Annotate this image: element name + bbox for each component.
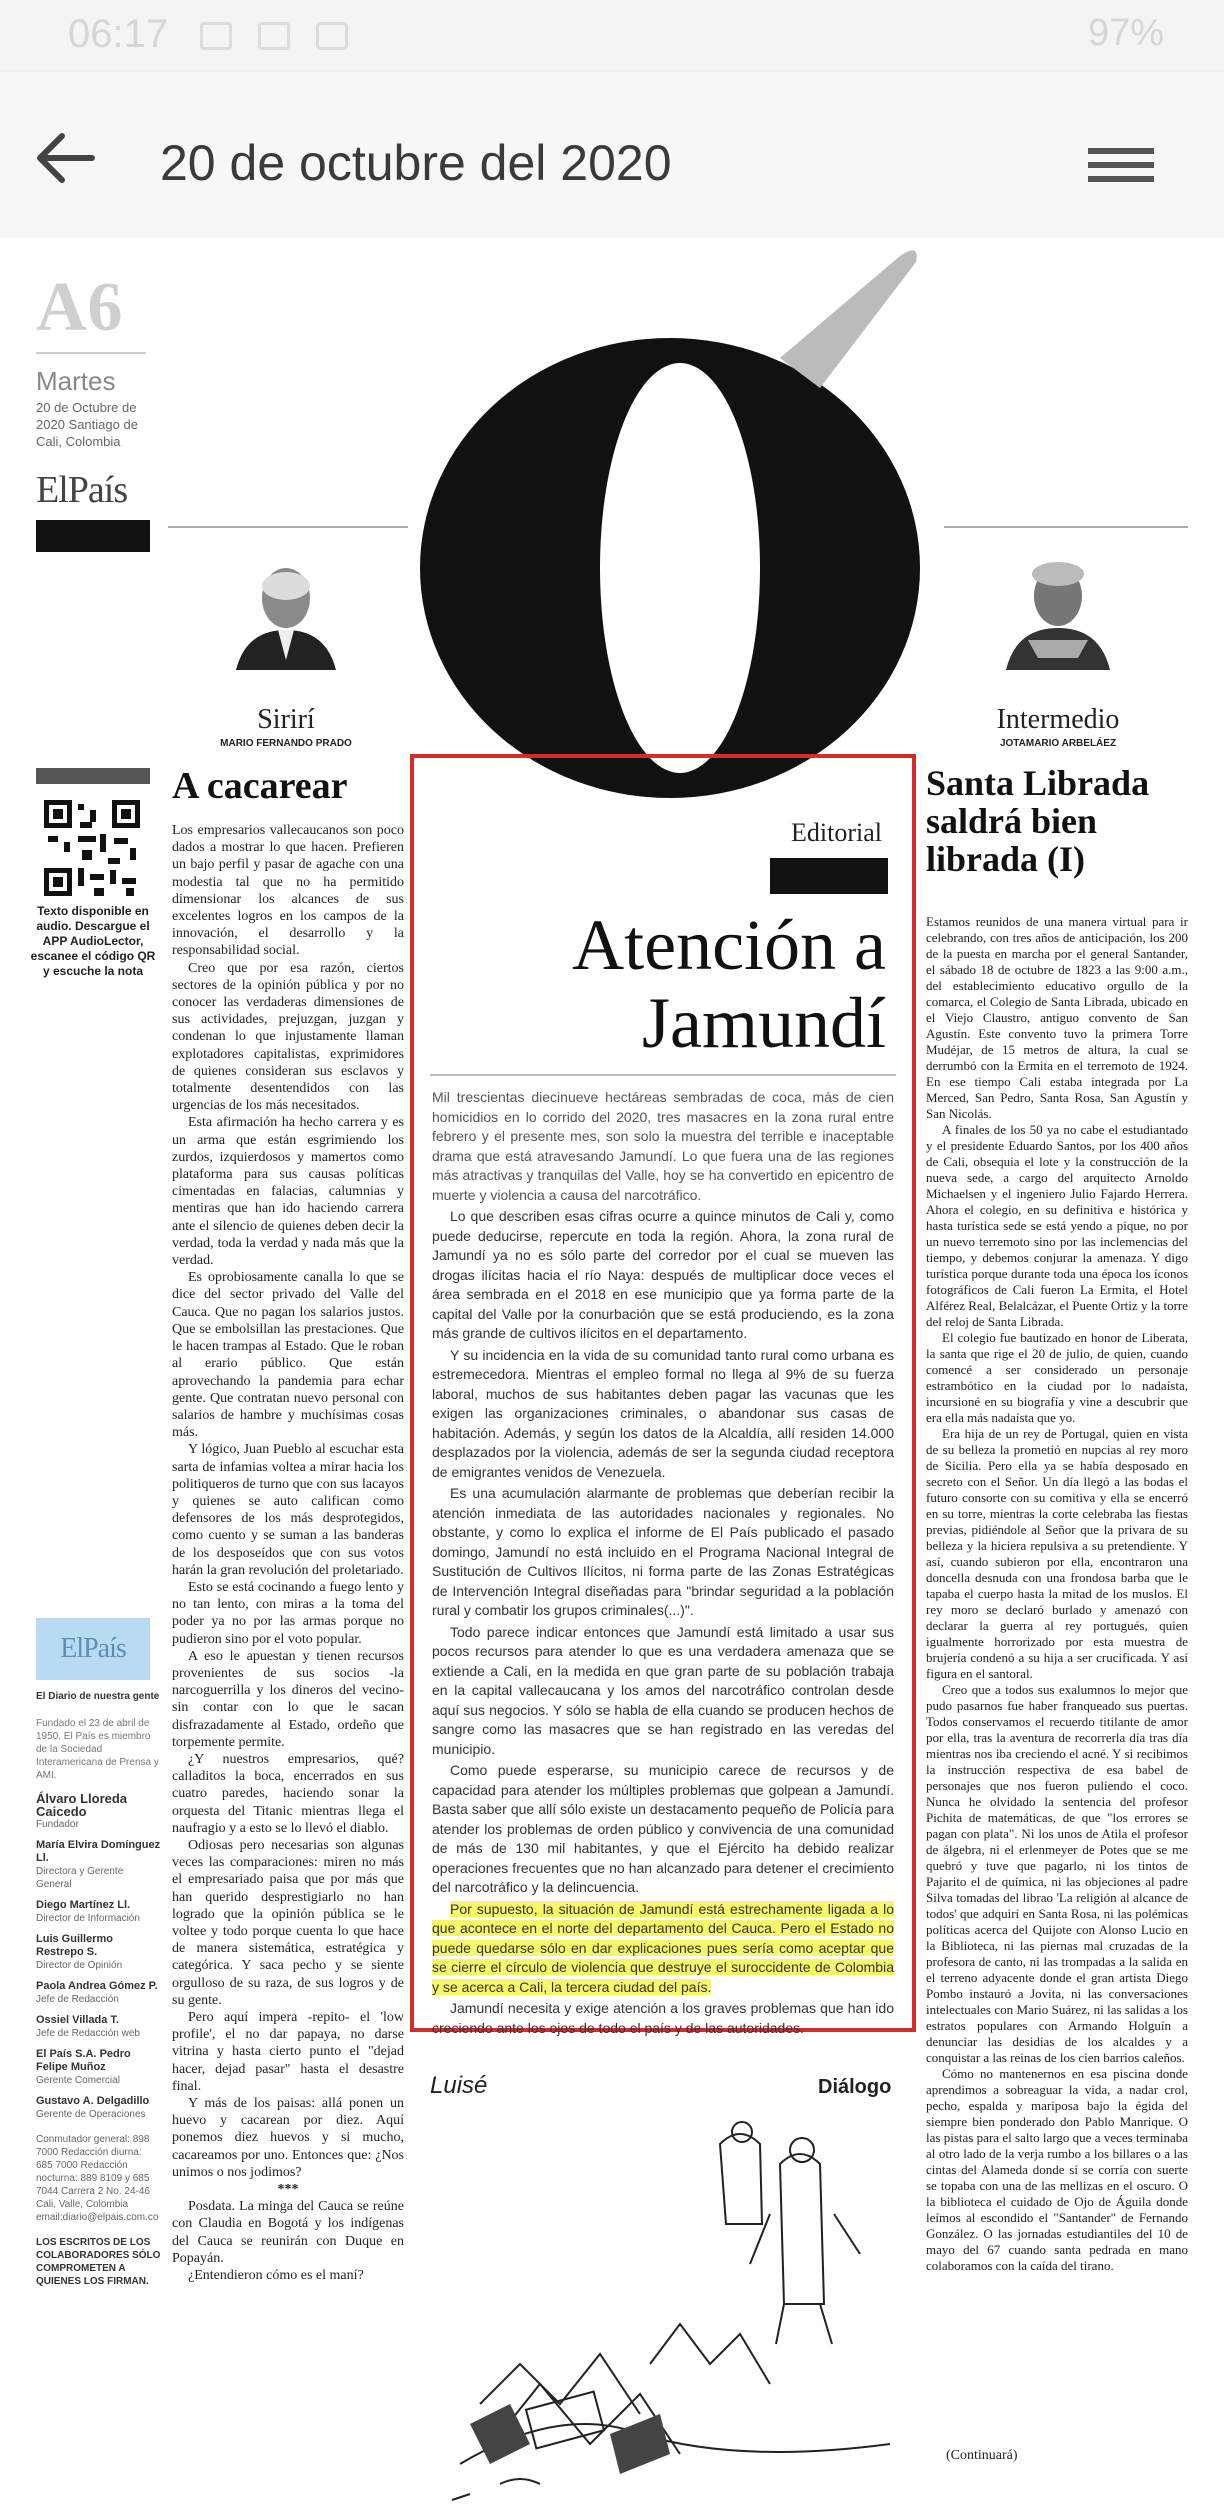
paragraph: Y lógico, Juan Pueblo al escuchar esta sarta de infamias voltea a mirar hacia los politiqueros de turno que con sus lacayos y quienes se auto califican como defensores de los más desprotegidos, como cuento y se suman a las banderas de los desposeídos que con sus votos harán la gran revolución del proletariado. — [172, 1442, 404, 1578]
right-article-headline: Santa Librada saldrá bien librada (I) — [926, 763, 1150, 879]
editorial-body — [432, 1088, 894, 2040]
contact-info: Conmutador general: 898 7000 Redacción diurna: 685 7000 Redacción nocturna: 889 8109 y 685 7044 Carrera 2 No. 24-46 Cali, Valle, Colombia email:diario@elpais.com.co — [36, 2134, 159, 2223]
columnist-author-left: MARIO FERNANDO PRADO — [220, 738, 352, 749]
paragraph: A eso le apuestan y tienen recursos provenientes de sus socios -la narcoguerrilla y los dineros del vecino- sin contar con lo que le sacan disfrazadamente al Estado, ordeño que torpemente permite. — [172, 1648, 404, 1750]
editorial-label: Editorial — [791, 818, 882, 847]
cartoon-author: Luisé — [430, 2072, 488, 2099]
status-time: 06:17 — [68, 12, 169, 56]
paragraph: Jamundí necesita y exige atención a los graves problemas que han ido creciendo ante los ojos de todo el país y de las autoridades. — [432, 2000, 894, 2036]
columnist-photo-left — [226, 550, 346, 670]
paragraph: Es oprobiosamente canalla lo que se dice del sector privado del Valle del Cauca. Que no pagan los salarios justos. Que se embolsillan las prestaciones. Que le hacen trampas al Estado. Que le roban al erario público. Que están aprovechando la pandemia para echar gente. Que contratan nuevo personal con salarios de hambre y muchísimas cosas más. — [172, 1270, 404, 1441]
continued-note: (Continuará) — [946, 2448, 1018, 2463]
paragraph: Odiosas pero necesarias son algunas veces las comparaciones: miren no más el empresariado paisa que por más que han querido desprestigiarlo no han logrado que la opinión pública se le voltee y todo porque cuenta lo que hace de manera sistemática, estratégica y categórica. Y saca pecho y se siente orgulloso de su raza, de sus logros y de su gente. — [172, 1837, 404, 2008]
staff-name: Diego Martínez Ll. — [36, 1899, 131, 1911]
divider — [168, 526, 408, 528]
divider — [430, 1074, 896, 1076]
staff-role: Fundador — [36, 1819, 79, 1830]
logo-bar — [36, 520, 150, 552]
right-article-body — [926, 914, 1188, 2444]
staff-name: El País S.A. Pedro Felipe Muñoz — [36, 2048, 131, 2073]
staff-role: Gerente Comercial — [36, 2075, 120, 2086]
paragraph: ¿Y nuestros empresarios, qué? calladitos la boca, encerrados en sus cuatro paredes, haciendo sonar la orquesta del Titanic mientras llega el naufragio y a esto se lo llevó el diablo. — [172, 1751, 404, 1836]
paragraph: Creo que a todos sus exalumnos lo mejor que pudo pasarnos fue haber franqueado sus puertas. Todos conservamos el recuerdo titilante de amor por ella, tras la aventura de recorrerla día tras día mientras nos iba creciendo el acné. Y si recibimos la instrucción respectiva de esa babel de personajes que nos fueron puliendo el coco. Nunca he olvidado la sentencia del profesor Pichita de matemáticas, de que "los errores se pagan con plata". Ni los unos de Atila el profesor de álgebra, ni el erlenmeyer de Potes que se me quebró y tuve que pagarlo, ni los tintos de Pajarito el de química, ni las objeciones al padre Silva tomadas del librao 'La religión al alcance de todos' que adquirí en Santa Rosa, ni las polémicas políticas acerca del Quijote con Alonso Lucio en la Biblioteca, ni las piernas mal cruzadas de la profesora de canto, ni las trompadas a la salida en el terreno adyacente donde el gran artista Diego Pombo instauró a Jovita, ni las conversaciones intelectuales con Mario Suárez, ni las salidas a los estratos populares con Armando Holguín a denunciar las desidias de los alcaldes y a conquistar a las reinas de los cien barrios caleños. — [926, 1682, 1188, 2065]
message-icon — [316, 22, 348, 50]
paragraph: Posdata. La minga del Cauca se reúne con Claudia en Bogotá y los indígenas del Cauca se reunirán con Duque en Popayán. — [172, 2199, 404, 2266]
paragraph: Pero aquí impera -repito- el 'low profile', el no dar papaya, no darse vitrina y hasta cierto punto el "dejad hacer, dejad pasar" hasta el desastre final. — [172, 2010, 404, 2094]
staff-name: Paola Andrea Gómez P. — [36, 1980, 158, 1992]
paragraph: Es una acumulación alarmante de problemas que deberían recibir la atención inmediata de las autoridades nacionales y regionales. No obstante, y como lo explica el informe de El País publicado el pasado domingo, Jamundí no está incluido en el Programa Nacional Integral de Sustitución de Cultivos Ilícitos, ni forma parte de las Zonas Estratégicas de Intervención Integral diseñadas para "brindar seguridad a la población rural y combatir los grupos criminales(...)". — [432, 1485, 894, 1618]
battery-level: 97% — [1087, 12, 1164, 54]
paragraph: Los empresarios vallecaucanos son poco dados a mostrar lo que hacen. Prefieren un bajo perfil y pasar de agache con una modestia tal que no ha permitido dimensionar los alcances de sus excelentes logros en los campos de la innovación, el desarrollo y la responsabilidad social. — [172, 823, 404, 959]
paragraph: Estamos reunidos de una manera virtual para ir celebrando, con tres años de anticipación, los 200 de la puesta en marcha por el general Santander, el sábado 18 de octubre de 1823 a las 9:00 a.m., del establecimiento educativo orgullo de la comarca, el Colegio de Santa Librada, ubicado en el Viejo Claustro, antiguo convento de San Agustín. Este convento tuvo la primera Torre Mudéjar, de 15 metros de altura, la cual se derrumbó con la Ermita en el terremoto de 1924. En ese tiempo Cali estaba integrada por La Merced, San Pedro, Santa Rosa, San Agustín y San Nicolás. — [926, 914, 1188, 1121]
text-highlight: Por supuesto, la situación de Jamundí está estrechamente ligada a lo que acontece en el norte del departamento del Cauca. Pero el Estado no puede quedarse sólo en dar explicaciones pues sería como aceptar que se cierre el círculo de violencia que destruye el suroccidente de Colombia y se acerca a Cali, la tercera ciudad del país. — [432, 1900, 894, 1995]
paragraph: Creo que por esa razón, ciertos sectores de la opinión pública y por no conocer las verdaderas dimensiones de sus actividades, prejuzgan, juzgan y condenan lo que injustamente llaman explotadores capitalistas, exprimidores de quienes consideran sus esclavos y totalmente desentendidos con las urgencias de los más necesitados. — [172, 960, 404, 1114]
divider — [36, 352, 146, 354]
menu-button[interactable] — [1088, 148, 1154, 192]
disclaimer: LOS ESCRITOS DE LOS COLABORADORES SÓLO COMPROMETEN A QUIENES LOS FIRMAN. — [36, 2237, 161, 2287]
opinion-o-logo — [420, 238, 940, 798]
arrow-left-icon — [36, 132, 96, 184]
columnist-photo-right — [998, 550, 1118, 670]
staff-role: Director de Información — [36, 1913, 140, 1924]
paragraph: Y más de los paisas: allá ponen un huevo y cacarean por diez. Aquí ponemos diez huevos y si mucho, cacareamos por uno. Entonces que: ¿Nos unimos o nos jodimos? — [172, 2096, 404, 2180]
staff-name: María Elvira Domínguez Ll. — [36, 1839, 161, 1864]
editorial-bar — [770, 858, 888, 894]
app-bar — [0, 72, 1224, 238]
sidebar-logo: ElPaís — [36, 1618, 150, 1680]
back-button[interactable] — [36, 132, 96, 184]
staff-name: Luis Guillermo Restrepo S. — [36, 1933, 114, 1958]
divider — [944, 526, 1188, 528]
newspaper-page[interactable] — [0, 238, 1224, 2516]
paragraph: Esto se está cocinando a fuego lento y no tan lento, con miras a la toma del poder ya no por las armas porque no pudieron sino por el voto popular. — [172, 1579, 404, 1647]
paragraph: Esta afirmación ha hecho carrera y es un arma que están esgrimiendo los zurdos, izquierdosos y mamertos como plataforma para sus causas políticas cimentadas en falacias, calumnias y mentiras que han ido haciendo carrera ante el silencio de quienes deben decir la verdad, toda la verdad y nada más que la verdad. — [172, 1115, 404, 1269]
paragraph: Mil trescientas diecinueve hectáreas sembradas de coca, más de cien homicidios en lo corrido del 2020, tres masacres en la zona rural entre febrero y el presente mes, son solo la muestra del terrible e inaceptable drama que está atravesando Jamundí. Lo que fuera una de las regiones más atractivas y tranquilas del Valle, hoy se ha convertido en epicentro de muerte y violencia a causa del narcotráfico. — [432, 1089, 894, 1203]
staff-name: Gustavo A. Delgadillo — [36, 2095, 150, 2107]
staff-credits — [36, 1690, 161, 2288]
paragraph: ¿Entendieron cómo es el maní? — [188, 2268, 364, 2284]
staff-role: Directora y Gerente General — [36, 1866, 124, 1890]
newspaper-logo: ElPaís — [36, 469, 128, 511]
staff-role: Gerente de Operaciones — [36, 2109, 146, 2120]
qr-code[interactable] — [44, 800, 140, 896]
column-name-left: Sirirí — [257, 704, 315, 735]
paragraph: Era hija de un rey de Portugal, quien en vista de su belleza la prometió en nupcias al rey moro de Sicilia. Pero ella ya se había desposado en secreto con el Señor. Un día llegó a las bodas el futuro consorte con su comitiva y ella se encerró en su torre, mientras la corte celebraba las fiestas previas, pidiéndole al Señor que la privara de su belleza y la hiciera repulsiva a su pretendiente. Y así, cuando subieron por ella, encontraron una doncella desnuda con una frondosa barba que le tapaba el cuerpo hasta la mitad de los muslos. El rey moro se declaró burlado y amenazó con declarar la guerra al rey portugués, quien igualmente horrorizado por esta muestra de brujería condenó a su hija a ser crucificada. Y así figura en el santoral. — [926, 1426, 1188, 1681]
editorial-highlight-frame[interactable] — [410, 754, 916, 2036]
separator: *** — [277, 2182, 299, 2198]
left-article-body — [172, 822, 404, 2502]
staff-role: Director de Opinión — [36, 1960, 123, 1971]
editorial-title: Atención a Jamundí — [572, 905, 886, 1063]
founded-note: Fundado el 23 de abril de 1950. El País es miembro de la Sociedad Interamericana de Prensa y AMI. — [36, 1718, 159, 1781]
staff-name: Ossiel Villada T. — [36, 2014, 119, 2026]
column-name-right: Intermedio — [996, 704, 1120, 735]
staff-role: Jefe de Redacción — [36, 1994, 119, 2005]
cartoon-title: Diálogo — [818, 2076, 892, 2098]
page-day: Martes — [36, 366, 116, 396]
paragraph: Y su incidencia en la vida de su comunidad tanto rural como urbana es estremecedora. Mientras el empleo formal no llega al 9% de su fuerza laboral, muchos de sus habitantes deben pagar las vacunas que les exigen las organizaciones criminales, o abandonar sus casas de habitación. Además, y según los datos de la Alcaldía, allí residen 14.000 desplazados por la violencia, además de ser la segunda ciudad receptora de emigrantes venidos de Venezuela. — [432, 1346, 894, 1480]
list-menu-icon — [1088, 148, 1154, 154]
app-title: 20 de octubre del 2020 — [160, 135, 672, 191]
paragraph: Lo que describen esas cifras ocurre a quince minutos de Cali y, como puede deducirse, repercute en toda la región. Ahora, la zona rural de Jamundí ya no es sólo parte del corredor por el cual se mueven las drogas ilícitas hacia el río Naya: después de multiplicar doce veces el área sembrada en el 2018 en ese municipio que ya forma parte de la capital del Valle por la conurbación que se está produciendo, es la zona más grande de cultivos ilícitos en el departamento. — [432, 1208, 894, 1341]
image-icon — [258, 22, 290, 50]
staff-name: Álvaro Lloreda Caicedo — [36, 1791, 128, 1819]
page-number: A6 — [36, 269, 124, 346]
qr-audio-note: Texto disponible en audio. Descargue el APP AudioLector, escanee el código QR y escuche la nota — [30, 904, 156, 978]
paragraph: A finales de los 50 ya no cabe el estudiantado y el presidente Eduardo Santos, por los 400 años de Cali, obsequia el lote y la construcción de la nueva sede, a cargo del arquitecto Arnoldo Michaelsen y el ingeniero Julio Fajardo Herrera. Ahora el colegio, en su definitiva e histórica y hasta turística sede se está yendo a pique, no por un nuevo terremoto sino por las inclemencias del tiempo, y debemos conjurar la amenaza. Y digo turística porque durante toda una época los íconos fotográficos de Cali fueron La Ermita, el Hotel Alférez Real, Belalcázar, el Puente Ortiz y la torre del reloj de Santa Librada. — [926, 1122, 1188, 1329]
paragraph: El colegio fue bautizado en honor de Liberata, la santa que rige el 20 de julio, de quien, cuando comencé a ser considerado un personaje estrambótico en la ciudad por lo nadaísta, incursioné en su biografía y vine a descubrir que era ella más nadaísta que yo. — [926, 1330, 1188, 1425]
page-date: 20 de Octubre de 2020 Santiago de Cali, Colombia — [36, 400, 138, 449]
sidebar-tagline: El Diario de nuestra gente — [36, 1691, 160, 1702]
paragraph: Todo parece indicar entonces que Jamundí está limitado a usar sus pocos recursos para atender lo que es una verdadera amenaza que se extiende a Cali, en la medida en que gran parte de su población trabaja en la capital vallecaucana y los amos del narcotráfico controlan desde aquí sus negocios. Y sólo se habla de ella cuando se producen hechos de sangre como las masacres que se han registrado en las veredas del municipio. — [432, 1623, 894, 1757]
cartoon-illustration — [440, 2104, 910, 2504]
staff-role: Jefe de Redacción web — [36, 2028, 140, 2039]
columnist-author-right: JOTAMARIO ARBELÁEZ — [999, 738, 1117, 749]
paragraph: Como puede esperarse, su municipio carece de recursos y de capacidad para atender los múltiples problemas que golpean a Jamundí. Basta saber que allí sólo existe un destacamento pequeño de Policía para atender los problemas de orden público y convivencia de una comunidad de más de 130 mil habitantes, y que el Ejército ha debido realizar operaciones frecuentes que no han alcanzado para detener el crecimiento del narcotráfico y la delincuencia. — [432, 1762, 894, 1895]
left-article-headline: A cacarear — [172, 765, 348, 807]
sidebar-bar — [36, 768, 150, 784]
paragraph: Cómo no mantenernos en esa piscina donde aprendimos a sobreaguar la vida, a nadar crol, pecho, espalda y mariposa bajo la égida del siempre bien ponderado don Pablo Manrique. O las pistas para el salto largo que a veces terminaba al otro lado de la verja rumbo a los billares o a las cintas del Alameda donde sí se corría con suerte se topaba con una de las mellizas en el oscuro. O la biblioteca el cuidado de Ojo de Águila donde leímos al escondido el "Santander" de Fernando González. O las jornadas estudiantiles del 10 de mayo del 67 cuando santa pedrada en mano colaboramos con la caída del tirano. — [926, 2066, 1188, 2273]
status-bar — [0, 0, 1224, 72]
notification-icon — [200, 22, 232, 50]
page-meta — [36, 268, 156, 552]
highlighted-paragraph — [432, 1900, 894, 1998]
